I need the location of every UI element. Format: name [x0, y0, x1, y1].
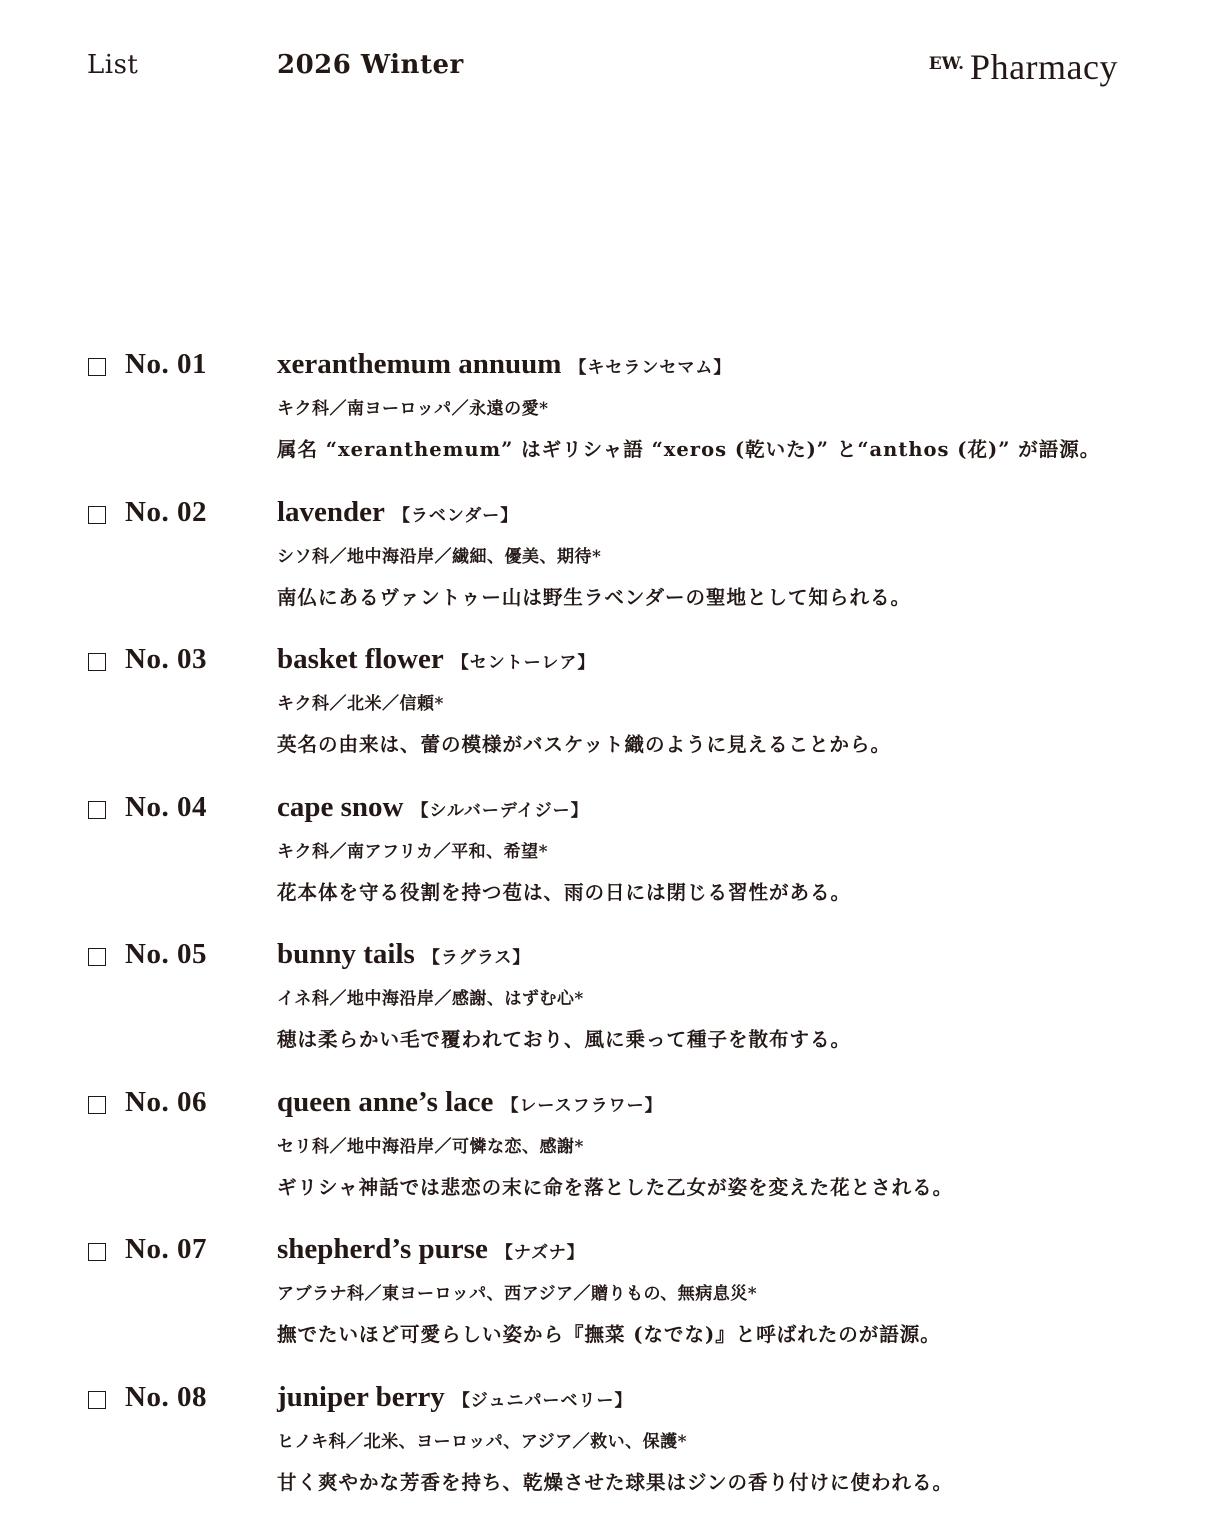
entry-kana: 【シルバーデイジー】: [411, 801, 588, 821]
checkbox[interactable]: [88, 358, 106, 376]
entry-name: juniper berry: [277, 1381, 445, 1413]
checkbox[interactable]: [88, 653, 106, 671]
checkbox[interactable]: [88, 506, 106, 524]
entry-description: 撫でたいほど可愛らしい姿から『撫菜 (なでな)』と呼ばれたのが語源。: [277, 1319, 941, 1347]
entry-title: [277, 1086, 663, 1119]
entry-number: No. 04: [125, 791, 207, 824]
checkbox[interactable]: [88, 1391, 106, 1409]
entry-name: shepherd’s purse: [277, 1233, 488, 1265]
entry-meta: アブラナ科／東ヨーロッパ、西アジア／贈りもの、無病息災*: [277, 1279, 757, 1304]
list-item: [0, 348, 1206, 496]
entry-number: No. 07: [125, 1233, 207, 1266]
list-item: [0, 643, 1206, 791]
entry-meta: キク科／北米／信頼*: [277, 689, 444, 714]
entry-meta: ヒノキ科／北米、ヨーロッパ、アジア／救い、保護*: [277, 1427, 687, 1452]
brand-prefix: EW.: [929, 54, 964, 74]
season-label: 2026 Winter: [277, 50, 464, 80]
checkbox[interactable]: [88, 801, 106, 819]
entry-meta: キク科／南アフリカ／平和、希望*: [277, 837, 548, 862]
entry-number: No. 08: [125, 1381, 207, 1414]
entry-kana: 【ナズナ】: [496, 1243, 585, 1263]
entry-kana: 【ラベンダー】: [393, 506, 518, 526]
brand-logo: [929, 46, 1118, 88]
checkbox[interactable]: [88, 948, 106, 966]
list-item: [0, 1381, 1206, 1528]
entry-description: 南仏にあるヴァントゥー山は野生ラベンダーの聖地として知られる。: [277, 582, 911, 610]
entry-name: bunny tails: [277, 938, 415, 970]
list-item: [0, 1233, 1206, 1381]
checkbox[interactable]: [88, 1243, 106, 1261]
entry-meta: イネ科／地中海沿岸／感謝、はずむ心*: [277, 984, 584, 1009]
entry-title: [277, 1381, 632, 1414]
entry-kana: 【キセランセマム】: [569, 358, 731, 378]
entry-description: ギリシャ神話では悲恋の末に命を落とした乙女が姿を変えた花とされる。: [277, 1172, 953, 1200]
entry-meta: キク科／南ヨーロッパ／永遠の愛*: [277, 394, 549, 419]
list-item: [0, 1086, 1206, 1234]
list-item: [0, 791, 1206, 939]
entry-number: No. 02: [125, 496, 207, 529]
entry-description: 穂は柔らかい毛で覆われており、風に乗って種子を散布する。: [277, 1024, 851, 1052]
entry-title: [277, 496, 518, 529]
entry-name: lavender: [277, 496, 385, 528]
list-item: [0, 496, 1206, 644]
entry-kana: 【ジュニパーベリー】: [453, 1391, 633, 1411]
entry-name: cape snow: [277, 791, 403, 823]
entry-name: queen anne’s lace: [277, 1086, 493, 1118]
entry-title: [277, 791, 589, 824]
entry-title: [277, 938, 530, 971]
entry-number: No. 03: [125, 643, 207, 676]
entry-kana: 【セントーレア】: [452, 653, 596, 673]
entry-title: [277, 643, 595, 676]
brand-name: Pharmacy: [970, 46, 1118, 88]
entry-name: xeranthemum annuum: [277, 348, 561, 380]
entry-title: [277, 1233, 585, 1266]
entry-description: 英名の由来は、蕾の模様がバスケット織のように見えることから。: [277, 729, 891, 757]
entry-number: No. 01: [125, 348, 207, 381]
entry-name: basket flower: [277, 643, 444, 675]
entry-kana: 【ラグラス】: [423, 948, 531, 968]
checkbox[interactable]: [88, 1096, 106, 1114]
entry-number: No. 06: [125, 1086, 207, 1119]
list-item: [0, 938, 1206, 1086]
entry-meta: シソ科／地中海沿岸／繊細、優美、期待*: [277, 542, 601, 567]
entry-description: 甘く爽やかな芳香を持ち、乾燥させた球果はジンの香り付けに使われる。: [277, 1467, 953, 1495]
flower-list: [0, 348, 1206, 1528]
entry-description: 属名 “xeranthemum” はギリシャ語 “xeros (乾いた)” と“anthos (花)” が語源。: [277, 434, 1100, 462]
entry-kana: 【レースフラワー】: [501, 1096, 662, 1116]
entry-number: No. 05: [125, 938, 207, 971]
entry-meta: セリ科／地中海沿岸／可憐な恋、感謝*: [277, 1132, 584, 1157]
list-label: List: [87, 50, 138, 80]
entry-description: 花本体を守る役割を持つ苞は、雨の日には閉じる習性がある。: [277, 877, 851, 905]
entry-title: [277, 348, 731, 381]
